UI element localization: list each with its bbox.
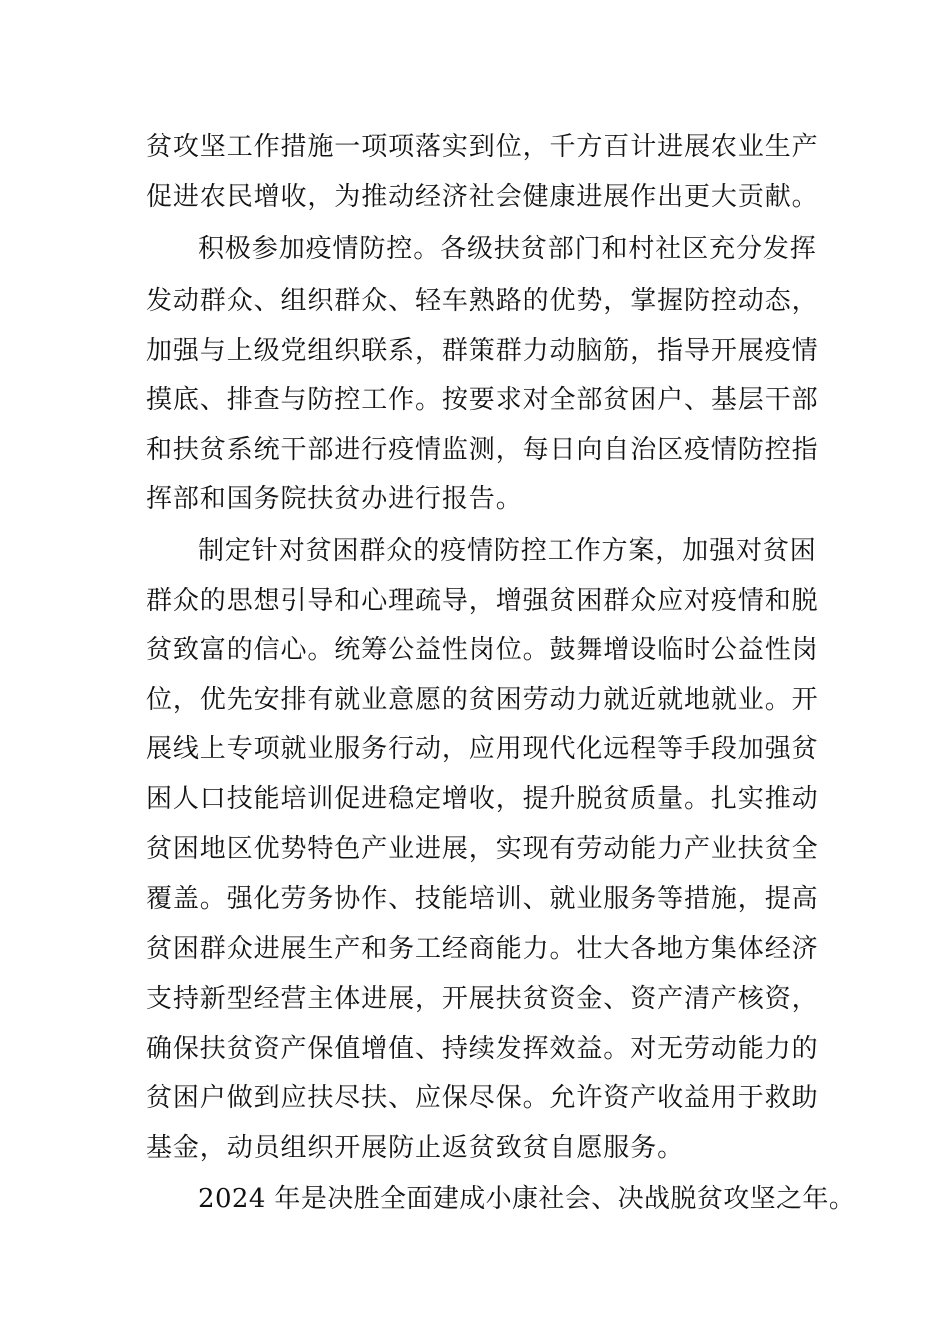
text-line-11: 贫致富的信心。统筹公益性岗位。鼓舞增设临时公益性岗 bbox=[146, 635, 819, 665]
text-line-12: 位，优先安排有就业意愿的贫困劳动力就近就地就业。开 bbox=[146, 685, 819, 715]
text-line-17: 贫困群众进展生产和务工经商能力。壮大各地方集体经济 bbox=[146, 934, 819, 964]
text-line-15: 贫困地区优势特色产业进展，实现有劳动能力产业扶贫全 bbox=[146, 834, 819, 864]
text-line-18: 支持新型经营主体进展，开展扶贫资金、资产清产核资， bbox=[146, 984, 819, 1014]
text-line-13: 展线上专项就业服务行动，应用现代化远程等手段加强贫 bbox=[146, 734, 819, 764]
text-line-7: 和扶贫系统干部进行疫情监测，每日向自治区疫情防控指 bbox=[146, 435, 819, 465]
text-line-20: 贫困户做到应扶尽扶、应保尽保。允许资产收益用于救助 bbox=[146, 1083, 819, 1113]
text-line-19: 确保扶贫资产保值增值、持续发挥效益。对无劳动能力的 bbox=[146, 1034, 819, 1064]
text-line-16: 覆盖。强化劳务协作、技能培训、就业服务等措施，提高 bbox=[146, 884, 819, 914]
text-line-10: 群众的思想引导和心理疏导，增强贫困群众应对疫情和脱 bbox=[146, 586, 819, 616]
text-line-22: 2024 年是决胜全面建成小康社会、决战脱贫攻坚之年。 bbox=[198, 1184, 856, 1214]
text-line-3: 积极参加疫情防控。各级扶贫部门和村社区充分发挥 bbox=[198, 234, 817, 264]
text-line-2: 促进农民增收，为推动经济社会健康进展作出更大贡献。 bbox=[146, 182, 819, 212]
text-line-14: 困人口技能培训促进稳定增收，提升脱贫质量。扎实推动 bbox=[146, 784, 819, 814]
text-line-1: 贫攻坚工作措施一项项落实到位，千方百计进展农业生产 bbox=[146, 132, 819, 162]
text-line-9: 制定针对贫困群众的疫情防控工作方案，加强对贫困 bbox=[198, 536, 817, 566]
text-line-6: 摸底、排查与防控工作。按要求对全部贫困户、基层干部 bbox=[146, 385, 819, 415]
text-line-4: 发动群众、组织群众、轻车熟路的优势，掌握防控动态， bbox=[146, 286, 819, 316]
text-line-21: 基金，动员组织开展防止返贫致贫自愿服务。 bbox=[146, 1133, 685, 1163]
text-line-8: 挥部和国务院扶贫办进行报告。 bbox=[146, 484, 523, 514]
text-line-5: 加强与上级党组织联系，群策群力动脑筋，指导开展疫情 bbox=[146, 336, 819, 366]
